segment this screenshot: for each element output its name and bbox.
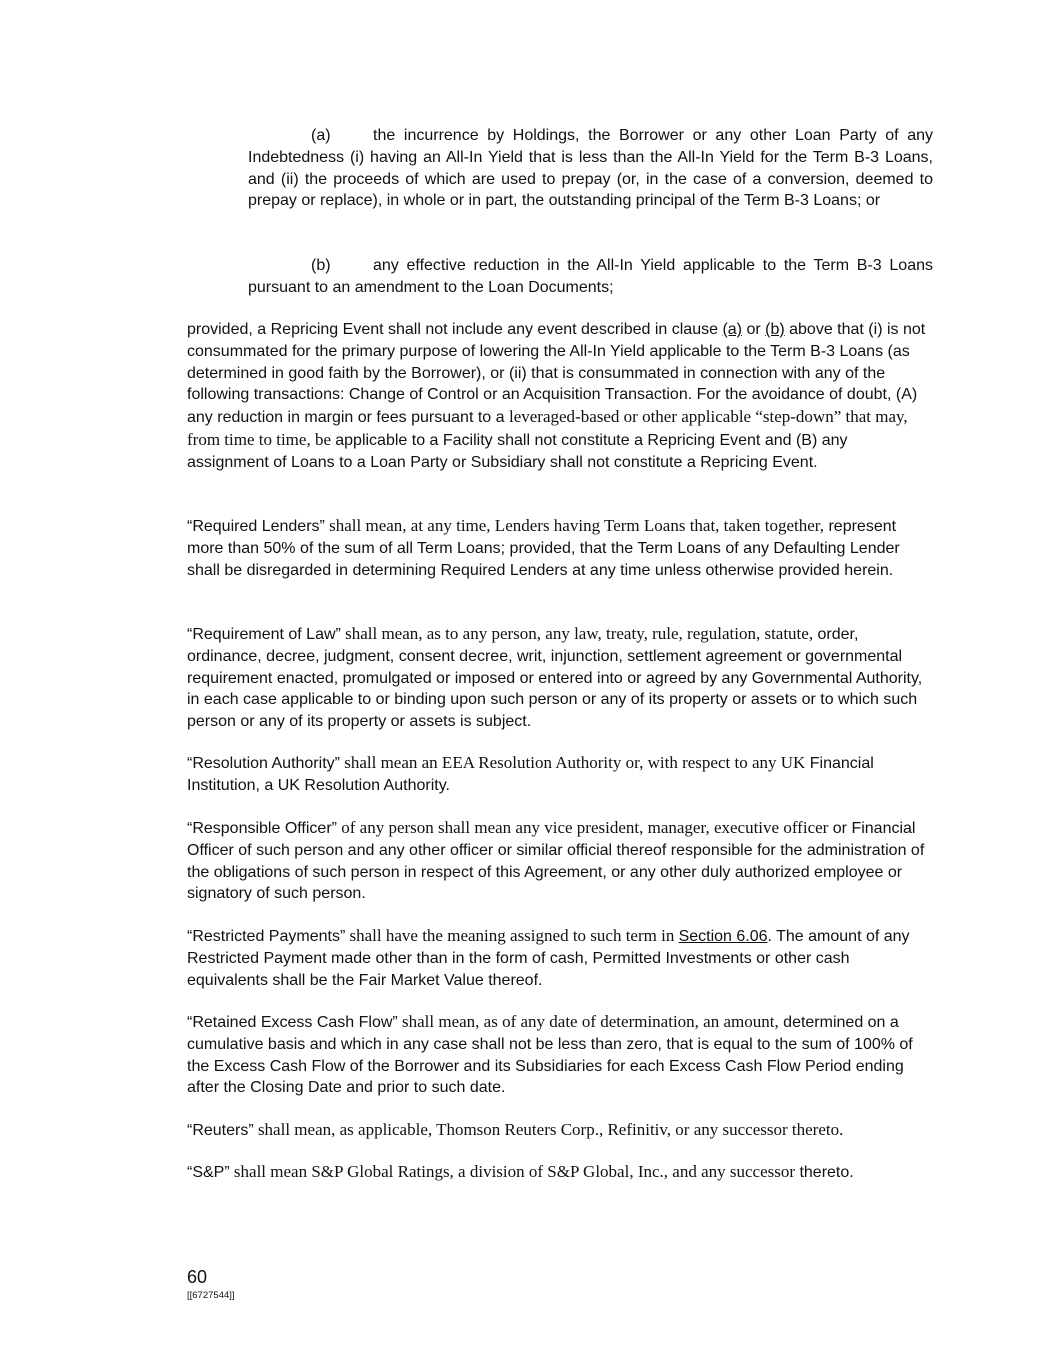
document-id: [[6727544]] [187, 1290, 235, 1301]
defined-term: “Retained Excess Cash Flow” [187, 1014, 398, 1031]
clause-b-reference: (b) [765, 321, 785, 338]
definition-responsible-officer [187, 817, 932, 905]
defined-term: “Responsible Officer” [187, 820, 337, 837]
definition-lead: shall mean S&P Global Ratings, a division of S&P Global, Inc., and any successor [229, 1162, 796, 1181]
definition-sp [187, 1161, 932, 1184]
definition-text: Financial Institution, a UK Resolution Authority. [187, 755, 874, 794]
defined-term: “S&P” [187, 1164, 230, 1181]
definition-restricted-payments [187, 925, 932, 991]
clause-b-text: any effective reduction in the All-In Yield applicable to the Term B-3 Loans pursuant to an amendment to the Loan Documents; [248, 257, 933, 296]
clause-a-label: (a) [311, 127, 331, 144]
defined-term: “Restricted Payments” [187, 928, 346, 945]
definition-text: determined on a cumulative basis and which in any case shall not be less than zero, that is equal to the sum of 100% of the Excess Cash Flow of the Borrower and its Subsidiaries for each Excess Cash Flow Period ending after the Closing Date and prior to such date. [187, 1014, 913, 1097]
defined-term: “Requirement of Law” [187, 626, 341, 643]
clause-a-text: the incurrence by Holdings, the Borrower or any other Loan Party of any Indebtedness (i) having an All-In Yield that is less than the All-In Yield for the Term B-3 Loans, and (ii) the proceeds of which are used to prepay (or, in the case of a conversion, deemed to prepay or replace), in whole or in part, the outstanding principal of the Term B-3 Loans; or [248, 127, 933, 210]
proviso-text-1: provided, a Repricing Event shall not include any event described in clause [187, 321, 723, 338]
definition-required-lenders [187, 515, 932, 581]
clause-a-reference: (a) [722, 321, 742, 338]
proviso-text-2: above that (i) is not consummated for the primary purpose of lowering the All-In Yield applicable to the Term B-3 Loans (as determined in good faith by the Borrower), or (ii) that is consummated in connection with any of the following transactions: Change of Control or an Acquisition Transaction. For the avoidance of doubt, (A) any reduction in margin or fees pursuant to a [187, 321, 926, 427]
proviso-text-4: applicable to a Facility shall not constitute a Repricing Event and (B) any assignment of Loans to a Loan Party or Subsidiary shall not constitute a Repricing Event. [187, 431, 848, 471]
definition-text: or Financial Officer of such person and any other officer or similar official thereof responsible for the administration of the obligations of such person in respect of this Agreement, or any other duly authorized employee or signatory of such person. [187, 820, 925, 903]
definition-lead: shall mean an EEA Resolution Authority or, with respect to any UK [339, 753, 806, 772]
proviso-text-3: leveraged-based or other applicable “step-down” that may, from time to time, be [187, 407, 908, 449]
clause-b [248, 255, 933, 299]
definition-text: . The amount of any Restricted Payment made other than in the form of cash, Permitted Investments or other cash equivalents shall be the Fair Market Value thereof. [187, 928, 910, 989]
defined-term: “Required Lenders” [187, 518, 325, 535]
definition-requirement-of-law [187, 623, 932, 733]
section-reference: Section 6.06 [678, 928, 768, 945]
clause-b-label: (b) [311, 257, 331, 274]
definition-text: order, ordinance, decree, judgment, consent decree, writ, injunction, settlement agreement or governmental requirement enacted, promulgated or imposed or entered into or agreed by any Governmental Authority, in each case applicable to or binding upon such person or any of its property or assets or to which such person or any of its property or assets is subject. [187, 626, 923, 731]
defined-term: “Resolution Authority” [187, 755, 340, 772]
definition-text: represent more than 50% of the sum of all Term Loans; provided, that the Term Loans of any Defaulting Lender shall be disregarded in determining Required Lenders at any time unless otherwise provided herein. [187, 518, 900, 579]
definition-lead: shall mean, at any time, Lenders having Term Loans that, taken together, [324, 516, 825, 535]
defined-term: “Reuters” [187, 1122, 254, 1139]
definition-resolution-authority [187, 752, 932, 797]
definition-lead: shall mean, as to any person, any law, treaty, rule, regulation, statute, [340, 624, 814, 643]
definition-reuters [187, 1119, 932, 1142]
definition-lead: shall mean, as of any date of determination, an amount, [397, 1012, 779, 1031]
proviso-or: or [742, 321, 766, 338]
clause-a [248, 125, 933, 212]
proviso-paragraph [187, 319, 932, 474]
definition-text: thereto. [795, 1164, 854, 1181]
definition-lead: shall have the meaning assigned to such term in [345, 926, 679, 945]
definition-lead: of any person shall mean any vice president, manager, executive officer [336, 818, 829, 837]
definition-lead: shall mean, as applicable, Thomson Reuters Corp., Refinitiv, or any successor thereto. [253, 1120, 844, 1139]
page-number: 60 [187, 1267, 208, 1287]
definition-retained-excess-cash-flow [187, 1011, 932, 1099]
